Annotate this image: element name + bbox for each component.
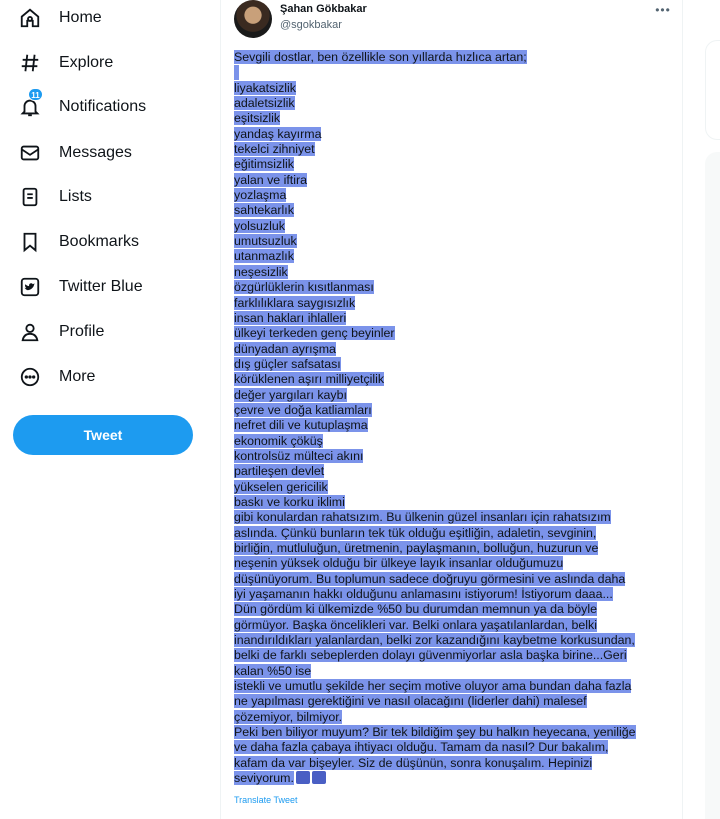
highlighted-text: dünyadan ayrışma	[234, 341, 336, 356]
tweet-line	[234, 157, 679, 172]
bookmark-icon	[18, 230, 42, 254]
highlighted-text: dış güçler safsatası	[234, 356, 341, 371]
highlighted-text: Peki ben biliyor muyum? Bir tek bildiğim şey bu halkın heyecana, yeniliğe	[234, 725, 636, 740]
highlighted-text: yolsuzluk	[234, 218, 285, 233]
tweet-line	[234, 357, 679, 372]
envelope-icon	[18, 141, 42, 165]
twitter-blue-icon	[18, 275, 42, 299]
highlighted-text: değer yargıları kaybı	[234, 387, 347, 402]
tweet-line	[234, 541, 679, 556]
home-icon	[18, 6, 42, 30]
tweet-line	[234, 372, 679, 387]
tweet-text	[234, 50, 679, 787]
tweet-line	[234, 265, 679, 280]
tweet-line	[234, 234, 679, 249]
translate-tweet-link[interactable]: Translate Tweet	[234, 795, 298, 805]
nav-label-lists: Lists	[59, 188, 92, 205]
highlighted-text: görmüyor. Başka öncelikleri var. Belki onlara yaşatılanlardan, belki	[234, 617, 597, 632]
highlighted-text: ülkeyi terkeden genç beyinler	[234, 326, 395, 341]
search-box[interactable]	[705, 40, 720, 140]
tweet-line	[234, 526, 679, 541]
tweet-line	[234, 173, 679, 188]
tweet-line	[234, 188, 679, 203]
sidebar	[0, 0, 215, 819]
emoji-icon	[296, 771, 310, 784]
tweet-line	[234, 434, 679, 449]
notification-badge: 11	[28, 88, 43, 101]
nav-item-twitter-blue[interactable]	[18, 269, 143, 305]
tweet-line	[234, 602, 679, 617]
highlighted-text: yalan ve iftira	[234, 172, 308, 187]
nav-label-messages: Messages	[59, 144, 132, 161]
nav-item-home[interactable]	[18, 0, 102, 36]
highlighted-text: utanmazlık	[234, 249, 294, 264]
nav-label-explore: Explore	[59, 54, 114, 71]
tweet-line	[234, 326, 679, 341]
emoji-icon	[312, 771, 326, 784]
tweet-detail	[220, 0, 683, 819]
highlighted-text: iyi yaşamanın hakkı olduğunu anlamasını istiyorum! İstiyorum daaa...	[234, 587, 613, 602]
highlighted-text: farklılıklara saygısızlık	[234, 295, 356, 310]
highlighted-text: belki de farklı sebeplerden dolayı güvenmiyorlar asla başka birine...Geri	[234, 648, 627, 663]
tweet-line	[234, 342, 679, 357]
tweet-line	[234, 556, 679, 571]
highlighted-text: eşitsizlik	[234, 111, 281, 126]
person-icon	[18, 320, 42, 344]
highlighted-text: düşünüyorum. Bu toplumun sadece doğruyu görmesini ve aslında daha	[234, 571, 626, 586]
highlighted-text: tekelci zihniyet	[234, 142, 315, 157]
nav-item-explore[interactable]	[18, 45, 113, 81]
tweet-line	[234, 96, 679, 111]
more-circle-icon	[18, 365, 42, 389]
highlighted-text: nefret dili ve kutuplaşma	[234, 418, 368, 433]
tweet-line	[234, 127, 679, 142]
tweet-line	[234, 694, 679, 709]
tweet-line	[234, 388, 679, 403]
highlighted-text: yozlaşma	[234, 188, 287, 203]
tweet-line	[234, 710, 679, 725]
highlighted-text: eğitimsizlik	[234, 157, 294, 172]
nav-label-home: Home	[59, 9, 102, 26]
tweet-line	[234, 403, 679, 418]
tweet-line	[234, 510, 679, 525]
highlighted-text: yandaş kayırma	[234, 126, 322, 141]
nav-item-lists[interactable]	[18, 179, 92, 215]
tweet-line	[234, 50, 679, 65]
tweet-line	[234, 480, 679, 495]
tweet-line	[234, 756, 679, 771]
tweet-line	[234, 203, 679, 218]
tweet-line	[234, 464, 679, 479]
nav-label-twitter-blue: Twitter Blue	[59, 278, 143, 295]
list-icon	[18, 185, 42, 209]
highlighted-text: umutsuzluk	[234, 234, 297, 249]
tweet-line	[234, 65, 679, 80]
trends-panel	[705, 152, 720, 819]
highlighted-text: Sevgili dostlar, ben özellikle son yıllarda hızlıca artan;	[234, 50, 527, 64]
tweet-line	[234, 296, 679, 311]
tweet-line	[234, 249, 679, 264]
highlighted-text: kalan %50 ise	[234, 663, 312, 678]
highlighted-text: körüklenen aşırı milliyetçilik	[234, 372, 385, 387]
highlighted-text: özgürlüklerin kısıtlanması	[234, 280, 374, 295]
avatar[interactable]	[234, 0, 272, 38]
nav-label-more: More	[59, 368, 96, 385]
highlighted-text: aslında. Çünkü bunların tek tük olduğu eşitliğin, adaletin, sevginin,	[234, 525, 597, 540]
tweet-line	[234, 679, 679, 694]
tweet-line	[234, 725, 679, 740]
nav-item-more[interactable]	[18, 359, 95, 395]
author-name[interactable]: Şahan Gökbakar	[280, 3, 367, 15]
highlighted-text: çevre ve doğa katliamları	[234, 402, 372, 417]
tweet-line	[234, 633, 679, 648]
nav-label-bookmarks: Bookmarks	[59, 233, 140, 250]
highlighted-text: insan hakları ihlalleri	[234, 310, 347, 325]
highlighted-text: ne yapılması gerektiğini ve nasıl olacağını (liderler dahi) malesef	[234, 694, 587, 709]
tweet-line	[234, 219, 679, 234]
highlighted-text: çözemiyor, bilmiyor.	[234, 709, 343, 724]
highlighted-text: ekonomik çöküş	[234, 433, 323, 448]
tweet-line	[234, 111, 679, 126]
tweet-line	[234, 449, 679, 464]
highlighted-text: sahtekarlık	[234, 203, 294, 218]
highlighted-text: baskı ve korku iklimi	[234, 494, 345, 509]
highlighted-text: liyakatsizlik	[234, 80, 296, 95]
tweet-line	[234, 495, 679, 510]
tweet-line	[234, 81, 679, 96]
highlighted-text: partileşen devlet	[234, 464, 325, 479]
nav-item-messages[interactable]	[18, 135, 132, 171]
highlighted-text: neşesizlik	[234, 264, 288, 279]
highlighted-text	[234, 65, 239, 80]
tweet-line	[234, 572, 679, 587]
tweet-line	[234, 771, 679, 786]
tweet-line	[234, 280, 679, 295]
highlighted-text: gibi konulardan rahatsızım. Bu ülkenin güzel insanları için rahatsızım	[234, 510, 611, 525]
tweet-line	[234, 311, 679, 326]
tweet-line	[234, 664, 679, 679]
highlighted-text: yükselen gericilik	[234, 479, 328, 494]
ellipsis-icon[interactable]: •••	[655, 3, 671, 17]
highlighted-text: birliğin, mutluluğun, üretmenin, paylaşmanın, bolluğun, huzurun ve	[234, 541, 599, 555]
highlighted-text: Dün gördüm ki ülkemizde %50 bu durumdan memnun ya da böyle	[234, 602, 597, 617]
bell-icon	[18, 91, 42, 119]
highlighted-text: kafam da var bişeyler. Siz de düşünün, sonra konuşalım. Hepinizi	[234, 755, 593, 770]
tweet-button[interactable]: Tweet	[13, 415, 193, 455]
tweet-line	[234, 587, 679, 602]
nav-label-notifications: Notifications	[59, 98, 147, 115]
right-sidebar	[705, 0, 720, 819]
author-handle[interactable]: @sgokbakar	[280, 19, 342, 31]
nav-item-profile[interactable]	[18, 314, 104, 350]
highlighted-text: neşenin yüksek olduğu bir ülkeye layık insanlar olduğumuzu	[234, 556, 564, 571]
nav-label-profile: Profile	[59, 323, 105, 340]
tweet-line	[234, 648, 679, 663]
highlighted-text: kontrolsüz mülteci akını	[234, 448, 364, 463]
hashtag-icon	[18, 51, 42, 75]
tweet-line	[234, 142, 679, 157]
tweet-line	[234, 418, 679, 433]
tweet-line	[234, 740, 679, 755]
highlighted-text: seviyorum.	[234, 771, 294, 786]
highlighted-text: adaletsizlik	[234, 96, 295, 111]
highlighted-text: inandırıldıkları yalanlardan, belki zor kazandığını kaybetme korkusundan,	[234, 633, 635, 648]
tweet-line	[234, 618, 679, 633]
nav-item-notifications[interactable]	[18, 89, 146, 125]
highlighted-text: ve daha fazla çabaya ihtiyacı olduğu. Tamam da nasıl? Dur bakalım,	[234, 740, 609, 755]
highlighted-text: istekli ve umutlu şekilde her seçim motive oluyor ama bundan daha fazla	[234, 679, 632, 694]
nav-item-bookmarks[interactable]	[18, 224, 139, 260]
